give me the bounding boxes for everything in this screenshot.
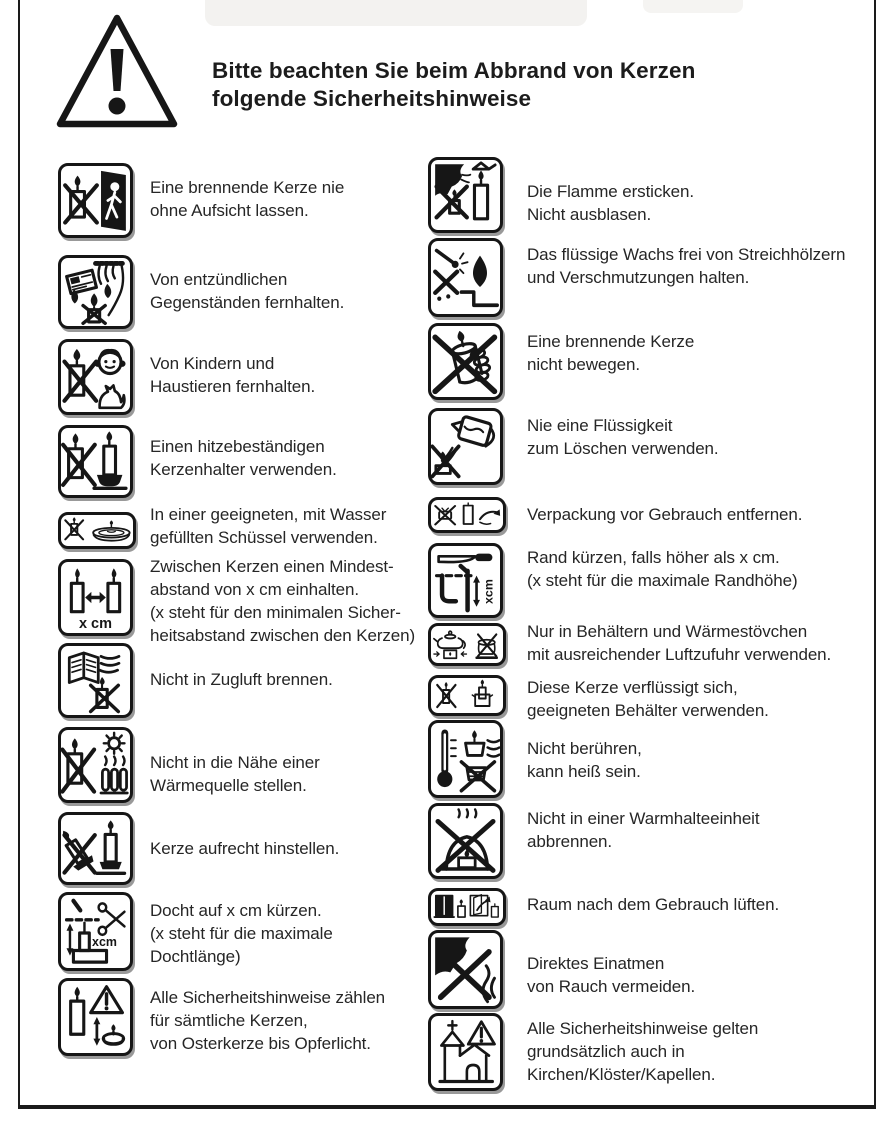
do-not-touch-icon bbox=[428, 720, 503, 798]
liquefying-candle-icon bbox=[428, 675, 506, 716]
safety-instruction-text: Das flüssige Wachs frei von Streichhölzern und Verschmutzungen halten. bbox=[527, 245, 846, 287]
no-smoke-inhalation-icon bbox=[428, 930, 503, 1009]
safety-instruction-text: Kerze aufrecht hinstellen. bbox=[150, 839, 340, 858]
safety-instruction-text: Nie eine Flüssigkeit zum Löschen verwenden. bbox=[527, 416, 719, 458]
safety-instruction-text: Nicht in die Nähe einer Wärmequelle stellen. bbox=[150, 753, 320, 795]
no-liquid-icon bbox=[428, 408, 503, 485]
safety-instruction-text: Alle Sicherheitshinweise gelten grundsätzlich auch in Kirchen/Klöster/Kapellen. bbox=[527, 1019, 759, 1084]
safety-instruction-text: Direktes Einatmen von Rauch vermeiden. bbox=[527, 954, 696, 996]
safety-instruction-text: Von Kindern und Haustieren fernhalten. bbox=[150, 354, 316, 396]
safety-instruction-text: Nicht in Zugluft brennen. bbox=[150, 670, 333, 689]
safety-instruction-text: Rand kürzen, falls höher als x cm. (x steht für die maximale Randhöhe) bbox=[527, 548, 798, 590]
safety-instruction-text: Eine brennende Kerze nicht bewegen. bbox=[527, 332, 695, 374]
svg-text:x cm: x cm bbox=[78, 615, 113, 633]
safety-instruction-text: Alle Sicherheitshinweise zählen für sämtliche Kerzen, von Osterkerze bis Opferlicht. bbox=[150, 988, 386, 1053]
svg-text:xcm: xcm bbox=[92, 933, 117, 950]
safety-instruction-text: In einer geeigneten, mit Wasser gefüllten Schüssel verwenden. bbox=[150, 505, 387, 547]
remove-packaging-icon bbox=[428, 497, 506, 533]
trim-rim-icon bbox=[428, 543, 503, 618]
do-not-move-icon bbox=[428, 323, 503, 400]
safety-instruction-text: Nicht berühren, kann heiß sein. bbox=[527, 739, 642, 781]
safety-instruction-text: Die Flamme ersticken. Nicht ausblasen. bbox=[527, 182, 694, 224]
safety-instruction-text: Diese Kerze verflüssigt sich, geeigneten Behälter verwenden. bbox=[527, 678, 769, 720]
ventilate-room-icon bbox=[428, 888, 506, 926]
safety-instruction-text: Nicht in einer Warmhalteeinheit abbrennen. bbox=[527, 809, 760, 851]
safety-instruction-text: Einen hitzebeständigen Kerzenhalter verwenden. bbox=[150, 437, 337, 479]
safety-instruction-text: Verpackung vor Gebrauch entfernen. bbox=[527, 505, 803, 524]
safety-instruction-text: Zwischen Kerzen einen Mindest- abstand von x cm einhalten. (x steht für den minimalen Sicher- heitsabstand zwischen den Kerzen) bbox=[150, 557, 416, 645]
page-title: Bitte beachten Sie beim Abbrand von Kerzen folgende Sicherheitshinweise bbox=[212, 58, 696, 111]
clean-wax-icon bbox=[428, 238, 503, 317]
safety-instruction-text: Nur in Behältern und Wärmestövchen mit ausreichender Luftzufuhr verwenden. bbox=[527, 622, 832, 664]
container-airflow-icon bbox=[428, 623, 506, 666]
svg-text:xcm: xcm bbox=[481, 579, 496, 604]
safety-instruction-text: Docht auf x cm kürzen. (x steht für die maximale Dochtlänge) bbox=[150, 901, 333, 966]
safety-instruction-text: Von entzündlichen Gegenständen fernhalten. bbox=[150, 270, 345, 312]
no-warming-unit-icon bbox=[428, 803, 503, 879]
smother-flame-icon bbox=[428, 157, 503, 233]
safety-instruction-text: Raum nach dem Gebrauch lüften. bbox=[527, 895, 780, 914]
churches-icon bbox=[428, 1013, 503, 1091]
safety-instruction-text: Eine brennende Kerze nie ohne Aufsicht lassen. bbox=[150, 178, 345, 220]
